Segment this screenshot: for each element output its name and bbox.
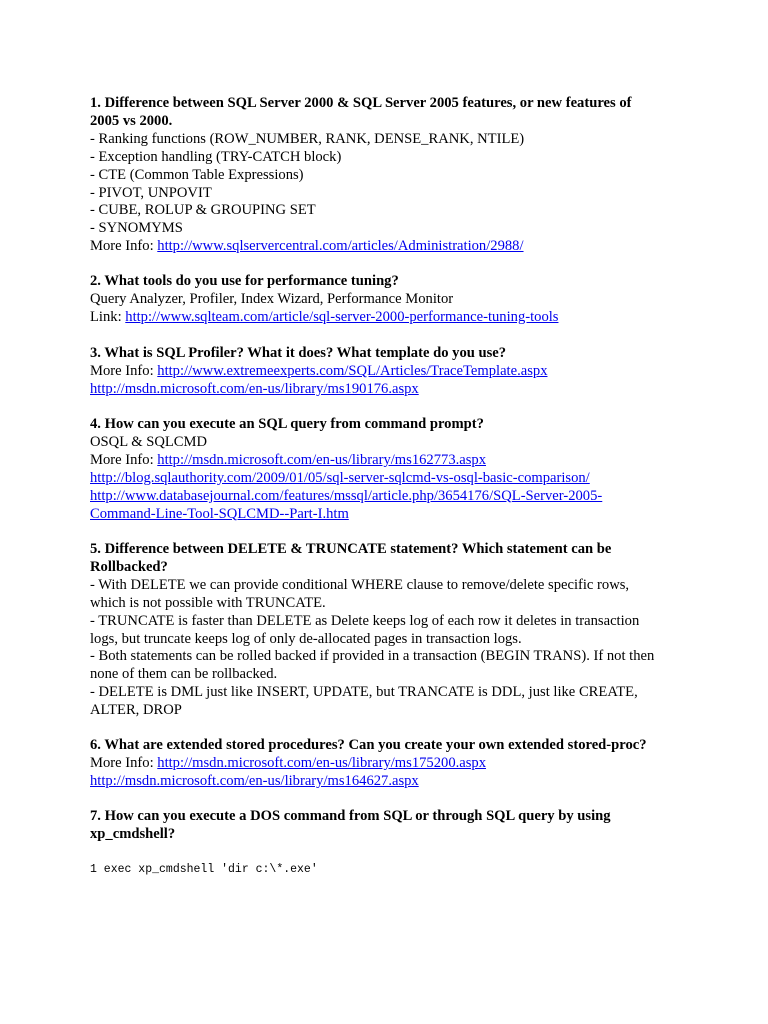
question-6-title: 6. What are extended stored procedures? Can you create your own extended stored-proc? bbox=[90, 737, 647, 753]
answer-line: - DELETE is DML just like INSERT, UPDATE, but TRANCATE is DDL, just like CREATE, bbox=[90, 684, 638, 701]
list-item: - CTE (Common Table Expressions) bbox=[90, 166, 304, 183]
more-info-label: More Info: bbox=[90, 362, 158, 379]
question-2-title: 2. What tools do you use for performance tuning? bbox=[90, 273, 399, 289]
databasejournal-link-part-2[interactable]: Command-Line-Tool-SQLCMD--Part-I.htm bbox=[90, 505, 349, 522]
code-snippet bbox=[90, 863, 690, 877]
question-4 bbox=[90, 416, 690, 523]
question-5 bbox=[90, 541, 690, 720]
link-line bbox=[90, 309, 690, 327]
databasejournal-link-part-1[interactable]: http://www.databasejournal.com/features/mssql/article.php/3654176/SQL-Server-2005- bbox=[90, 487, 603, 504]
more-info-line bbox=[90, 755, 690, 773]
list-item: - SYNOMYMS bbox=[90, 220, 183, 237]
question-2-answer: Query Analyzer, Profiler, Index Wizard, Performance Monitor bbox=[90, 290, 454, 307]
list-item: - Exception handling (TRY-CATCH block) bbox=[90, 148, 342, 165]
question-5-title-line-2: Rollbacked? bbox=[90, 558, 168, 575]
question-3 bbox=[90, 345, 690, 399]
list-item: - CUBE, ROLUP & GROUPING SET bbox=[90, 202, 316, 219]
extremeexperts-link[interactable]: http://www.extremeexperts.com/SQL/Articles/TraceTemplate.aspx bbox=[157, 362, 548, 379]
msdn-ms164627-link[interactable]: http://msdn.microsoft.com/en-us/library/ms164627.aspx bbox=[90, 772, 419, 789]
question-2 bbox=[90, 273, 690, 327]
question-6 bbox=[90, 737, 690, 791]
answer-line: which is not possible with TRUNCATE. bbox=[90, 594, 326, 611]
msdn-ms175200-link[interactable]: http://msdn.microsoft.com/en-us/library/ms175200.aspx bbox=[157, 754, 487, 771]
question-7-title-line-2: xp_cmdshell? bbox=[90, 825, 176, 842]
answer-line: none of them can be rollbacked. bbox=[90, 666, 278, 683]
link-line bbox=[90, 773, 690, 791]
code-line: 1 exec xp_cmdshell 'dir c:\*.exe' bbox=[90, 863, 318, 876]
answer-line: - With DELETE we can provide conditional WHERE clause to remove/delete specific rows, bbox=[90, 576, 630, 593]
question-1 bbox=[90, 95, 690, 256]
sqlauthority-link[interactable]: http://blog.sqlauthority.com/2009/01/05/sql-server-sqlcmd-vs-osql-basic-comparison/ bbox=[90, 469, 590, 486]
sqlservercentral-link[interactable]: http://www.sqlservercentral.com/articles/Administration/2988/ bbox=[157, 238, 524, 255]
more-info-line bbox=[90, 452, 690, 470]
list-item: - PIVOT, UNPOVIT bbox=[90, 184, 212, 201]
sqlteam-link[interactable]: http://www.sqlteam.com/article/sql-server-2000-performance-tuning-tools bbox=[125, 308, 559, 325]
answer-line: - TRUNCATE is faster than DELETE as Delete keeps log of each row it deletes in transaction bbox=[90, 612, 640, 629]
more-info-label: More Info: bbox=[90, 451, 158, 468]
link-label: Link: bbox=[90, 308, 126, 325]
link-line bbox=[90, 470, 690, 488]
answer-line: - Both statements can be rolled backed if provided in a transaction (BEGIN TRANS). If not then bbox=[90, 648, 655, 665]
more-info-line bbox=[90, 363, 690, 381]
answer-line: ALTER, DROP bbox=[90, 702, 182, 719]
question-7-title-line-1: 7. How can you execute a DOS command from SQL or through SQL query by using bbox=[90, 808, 611, 824]
more-info-label: More Info: bbox=[90, 238, 158, 255]
question-1-title-line-1: 1. Difference between SQL Server 2000 & SQL Server 2005 features, or new features of bbox=[90, 95, 632, 111]
more-info-line bbox=[90, 238, 690, 256]
msdn-ms162773-link[interactable]: http://msdn.microsoft.com/en-us/library/ms162773.aspx bbox=[157, 451, 487, 468]
msdn-ms190176-link[interactable]: http://msdn.microsoft.com/en-us/library/ms190176.aspx bbox=[90, 380, 419, 397]
question-3-title: 3. What is SQL Profiler? What it does? What template do you use? bbox=[90, 345, 507, 361]
more-info-label: More Info: bbox=[90, 754, 158, 771]
question-4-title: 4. How can you execute an SQL query from command prompt? bbox=[90, 416, 484, 432]
link-line bbox=[90, 381, 690, 399]
question-5-title-line-1: 5. Difference between DELETE & TRUNCATE statement? Which statement can be bbox=[90, 541, 612, 557]
list-item: - Ranking functions (ROW_NUMBER, RANK, DENSE_RANK, NTILE) bbox=[90, 130, 525, 147]
answer-line: logs, but truncate keeps log of only de-allocated pages in transaction logs. bbox=[90, 630, 522, 647]
link-line bbox=[90, 488, 690, 506]
question-1-title-line-2: 2005 vs 2000. bbox=[90, 112, 173, 129]
question-7 bbox=[90, 808, 690, 844]
link-line bbox=[90, 506, 690, 524]
question-4-answer: OSQL & SQLCMD bbox=[90, 433, 208, 450]
